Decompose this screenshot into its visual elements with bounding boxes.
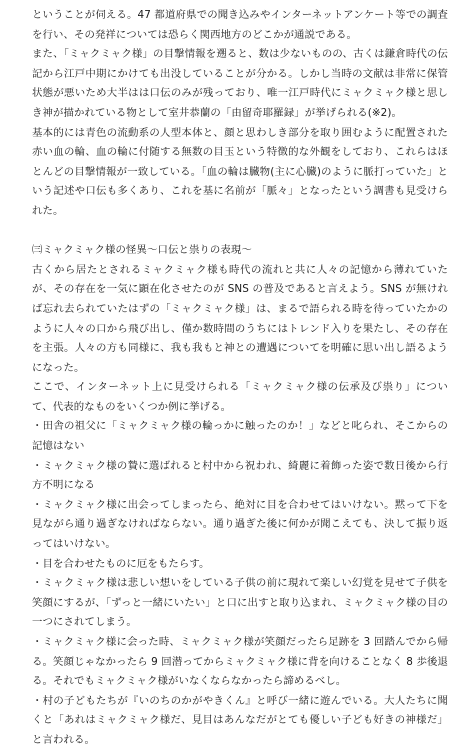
section-spacer: [32, 222, 448, 242]
intro-paragraph-3: 基本的には青色の流動系の人型本体と、顔と思わしき部分を取り囲むように配置された赤い血の輪、血の輪に付随する無数の目玉という特徴的な外観をしており、これらはほとんどの目撃情報が一致している。「血の輪は臓物(主に心臓)のように脈打っていた」という記述や口伝も多くあり、これを基に名前が「脈々」となったという調書も見受けられた。: [32, 126, 448, 217]
list-item: ・ミャクミャク様の贄に選ばれると村中から祝われ、綺麗に着飾った姿で数日後から行方不明になる: [32, 459, 448, 492]
section-title: ㈢ミャクミャク様の怪異〜口伝と祟りの表現〜: [32, 244, 252, 257]
list-item: ・ミャクミャク様に出会ってしまったら、絶対に目を合わせてはいけない。黙って下を見ながら通り過ぎなければならない。通り過ぎた後に何かが聞こえても、決して振り返ってはいけない。: [32, 498, 448, 551]
list-item: ・ミャクミャク様は悲しい想いをしている子供の前に現れて楽しい幻覚を見せて子供を笑顔にするが、「ずっと一緒にいたい」と口に出すと取り込まれ、ミャクミャク様の目の一つにされてしまう。: [32, 577, 448, 629]
list-item: ・村の子どもたちが『いのちのかがやきくん』と呼び一緒に遊んでいる。大人たちに聞くと「あれはミャクミャク様だ、見目はあんなだがとても優しい子ども好きの神様だ」と言われる。: [32, 694, 448, 746]
intro-paragraph-2: また、「ミャクミャク様」の目撃情報を遡ると、数は少ないものの、古くは鎌倉時代の伝記から江戸中期にかけても出没していることが分かる。しかし当時の文献は非常に保管状態が悪いため大半はは口伝のみが残っており、唯一江戸時代にミャクミャク様と思しき神が描かれている物として室井恭蘭の「由留奇耶羅録」が挙げられる(※2)。: [32, 48, 448, 119]
intro-paragraph-1: ということが伺える。47 都道府県での聞き込みやインターネットアンケート等での調査を行い、その発祥については恐らく関西地方のどこかが通説である。: [32, 9, 448, 41]
list-item: ・目を合わせたものに厄をもたらす。: [32, 557, 210, 570]
list-item: ・ミャクミャク様に会った時、ミャクミャク様が笑顔だったら足跡を 3 回踏んでから帰る。笑顔じゃなかったら 9 回潜ってからミャクミャク様に背を向けることなく 8 歩後退る。それでもミャクミャク様がいなくならなかったら諦めるべし。: [32, 636, 448, 688]
document-page: [32, 6, 448, 751]
section-paragraph-1: 古くから居たとされるミャクミャク様も時代の流れと共に人々の記憶から薄れていたが、その存在を一気に顕在化させたのが SNS の普及であると言えよう。SNS が無ければ忘れ去られていたはずの「ミャクミャク様」は、まるで語られる時を待っていたかのように人々の口から飛び出し、僅か数時間のうちにはトレンド入りを果たし、その存在を主張。人々の方も同様に、我も我もと神との遭遇についてを明確に思い出し語るようになった。: [32, 263, 448, 374]
list-item: ・田舎の祖父に「ミャクミャク様の輪っかに触ったのか！」などと叱られ、そこからの記憶はない: [32, 420, 448, 453]
section-paragraph-2: ここで、インターネット上に見受けられる「ミャクミャク様の伝承及び祟り」について、代表的なものをいくつか例に挙げる。: [32, 381, 448, 413]
